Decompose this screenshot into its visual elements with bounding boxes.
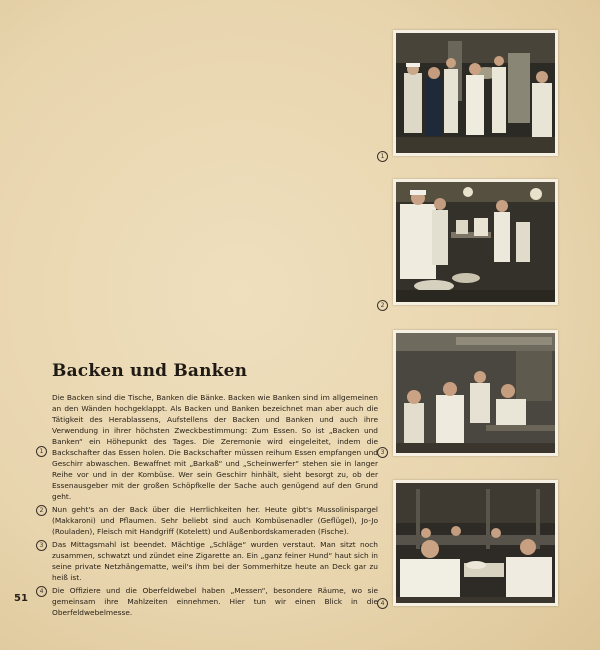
photo-2 <box>393 179 558 305</box>
photo-2-image <box>396 182 555 302</box>
paragraph-1-text: Die Backen sind die Tische, Banken die Bänke. Backen wie Banken sind im allgemeinen an den Wänden hochgeklappt. Als Backen und Banken bezeichnet man aber auch die Tätigkeit des Herablassens, Aufstellens der Backen und Banken und auch ihre Verwendung in ihrer höchsten Zweckbestimmung: Zum Essen. So ist „Backen und Banken“ ein Höhepunkt des Tages. Die Zeremonie wird eingeleitet, indem die Backschafter das Essen holen. Die Backschafter müssen reihum Essen empfangen und Geschirr abwaschen. Bewaffnet mit „Barkaß“ und „Scheinwerfer“ stehen sie in langer Reihe vor und in der Kombüse. Wer sein Geschirr hinhält, sieht besorgt zu, ob der Essenausgeber mit der großen Schöpfkelle der Sache auch genügend auf den Grund geht. <box>52 393 378 501</box>
photo-1-image <box>396 33 555 153</box>
photo-3-image <box>396 333 555 453</box>
paragraph-4-text: Die Offiziere und die Oberfeldwebel haben „Messen“, besondere Räume, wo sie gemeinsam ihre Mahlzeiten einnehmen. Hier tun wir einen Blick in die Oberfeldwebelmesse. <box>52 586 378 617</box>
photo-4-image <box>396 483 555 603</box>
photo-4-label: 4 <box>377 598 388 609</box>
paragraph-3-text: Das Mittagsmahl ist beendet. Mächtige „Schläge“ wurden verstaut. Man sitzt noch zusammen, schwatzt und zündet eine Zigarette an. Ein „ganz feiner Hund“ haut sich in seine private Netzhängematte, weil's ihm bei der Sommerhitze heute an Deck gar zu heiß ist. <box>52 540 378 582</box>
photo-2-label: 2 <box>377 300 388 311</box>
paragraph-2-text: Nun geht's an der Back über die Herrlichkeiten her. Heute gibt's Mussolinispargel (Makkaroni) und Pflaumen. Sehr beliebt sind auch Kombüsenadler (Geflügel), Jo-Jo (Rouladen), Fleisch mit Handgriff (Kotelett) und Außenbordskameraden (Fische). <box>52 505 378 536</box>
photo-1 <box>393 30 558 156</box>
photo-4 <box>393 480 558 606</box>
photo-3-label: 3 <box>377 447 388 458</box>
photo-1-label: 1 <box>377 151 388 162</box>
paragraph-1 <box>39 392 378 502</box>
paragraph-2-marker: 2 <box>36 505 47 516</box>
page-number: 51 <box>14 593 28 604</box>
body-text <box>39 392 378 620</box>
paragraph-3-marker: 3 <box>36 540 47 551</box>
page-title: Backen und Banken <box>52 361 248 381</box>
paragraph-3 <box>39 539 378 583</box>
paragraph-1-marker: 1 <box>36 446 47 457</box>
paragraph-4 <box>39 585 378 618</box>
photo-3 <box>393 330 558 456</box>
paragraph-2 <box>39 504 378 537</box>
paragraph-4-marker: 4 <box>36 586 47 597</box>
